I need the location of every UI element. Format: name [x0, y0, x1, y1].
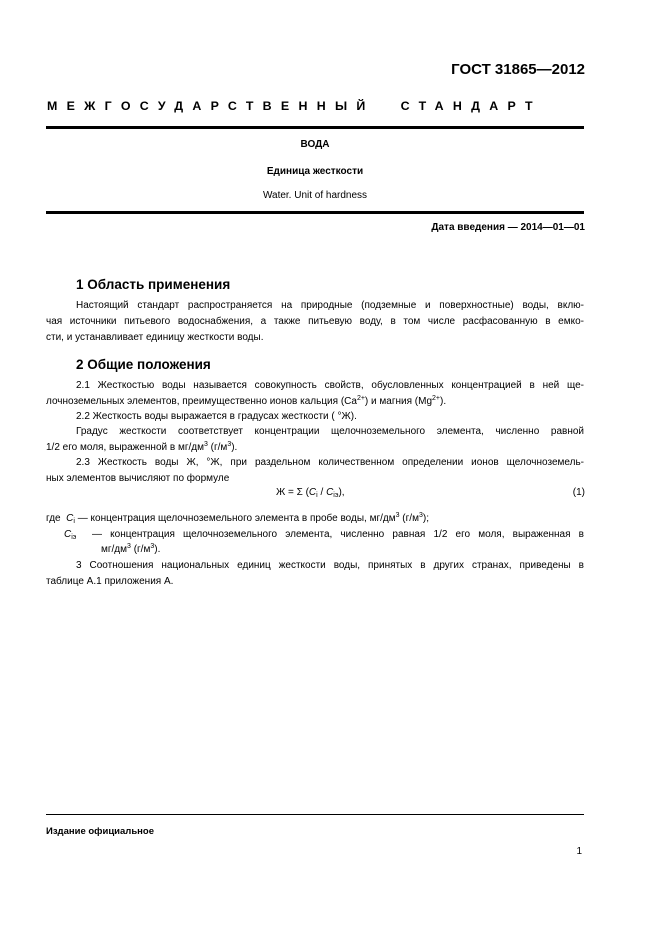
band-right-word: СТАНДАРТ [400, 99, 542, 113]
text: ). [231, 442, 238, 453]
introduction-date: Дата введения — 2014—01—01 [431, 222, 585, 233]
footer-rule [46, 814, 584, 815]
para-2-2: 2.2 Жесткость воды выражается в градусах жесткости ( °Ж). [76, 411, 357, 422]
text: ). [154, 544, 161, 555]
formula-lhs: Ж = Σ ( [276, 487, 309, 498]
document-title-english: Water. Unit of hardness [262, 190, 368, 201]
para-2-1-line-1: 2.1 Жесткостью воды называется совокупность свойств, обусловленных концентрацией в ней ще- [76, 380, 584, 391]
text: (г/м [130, 544, 151, 555]
definition-symbol: C [66, 513, 74, 524]
para-2-1-line-2 [46, 394, 584, 410]
where-definition-2-line-2 [101, 542, 639, 558]
superscript: 3 [203, 441, 208, 448]
official-edition-label: Издание официальное [46, 826, 154, 837]
para-2-3-line-2: ных элементов вычисляют по формуле [46, 473, 230, 484]
standard-type-band [47, 99, 542, 113]
formula-number: (1) [572, 487, 585, 498]
definition-symbol: C [64, 529, 72, 540]
hardness-formula [276, 487, 345, 498]
para-2-3-line-1: 2.3 Жесткость воды Ж, °Ж, при раздельном количественном определении ионов щелочноземель- [76, 457, 584, 468]
text: 1/2 его моля, выраженной в мг/дм [46, 442, 204, 453]
top-rule [46, 126, 584, 129]
section-1-line-2: чая источники питьевого водоснабжения, а также питьевую воду, в том числе расфасованную в емко- [46, 316, 584, 327]
section-2-heading: 2 Общие положения [76, 357, 211, 372]
superscript: 3 [418, 512, 423, 519]
text: ) и магния (Mg [364, 396, 433, 407]
section-1-heading: 1 Область применения [76, 277, 231, 292]
page-number: 1 [576, 846, 582, 857]
text: ); [422, 513, 429, 524]
text: ). [440, 396, 447, 407]
para-3-line-2: таблице А.1 приложения А. [46, 576, 174, 587]
title-rule [46, 211, 584, 214]
superscript: 2+ [432, 395, 440, 402]
formula-rhs: ), [338, 487, 345, 498]
formula-symbol: C [326, 487, 334, 498]
where-label: где [46, 513, 61, 524]
para-2-2b-line-1: Градус жесткости соответствует концентрации щелочноземельного элемента, численно равной [76, 426, 584, 437]
subscript: iэ [71, 534, 77, 541]
where-definition-2-line-1: — концентрация щелочноземельного элемента, численно равная 1/2 его моля, выраженная в [92, 529, 584, 540]
subscript: i [73, 518, 75, 525]
subscript: i [316, 492, 318, 499]
para-2-2b-line-2 [46, 440, 584, 456]
text: (г/м [207, 442, 228, 453]
section-1-line-3: сти, и устанавливает единицу жесткости воды. [46, 332, 264, 343]
superscript: 3 [227, 441, 232, 448]
text: мг/дм [101, 544, 128, 555]
text: лочноземельных элементов, преимущественно ионов кальция (Ca [46, 396, 357, 407]
subscript: iэ [333, 492, 339, 499]
band-left-word: МЕЖГОСУДАРСТВЕННЫЙ [47, 99, 375, 113]
para-3-line-1: 3 Соотношения национальных единиц жесткости воды, принятых в других странах, приведены в [76, 560, 584, 571]
document-subtitle: Единица жесткости [266, 166, 364, 177]
standard-number: ГОСТ 31865—2012 [451, 61, 585, 78]
where-definition-1 [46, 511, 584, 527]
superscript: 3 [127, 543, 131, 550]
section-1-line-1: Настоящий стандарт распространяется на природные (подземные и поверхностные) воды, вклю- [76, 300, 584, 311]
superscript: 2+ [356, 395, 365, 402]
text: (г/м [399, 513, 419, 524]
superscript: 3 [150, 543, 155, 550]
formula-symbol: C [308, 487, 317, 498]
superscript: 3 [395, 512, 400, 519]
formula-slash: / [317, 487, 327, 498]
document-title: ВОДА [300, 139, 330, 150]
text: — концентрация щелочноземельного элемента в пробе воды, мг/дм [74, 513, 396, 524]
